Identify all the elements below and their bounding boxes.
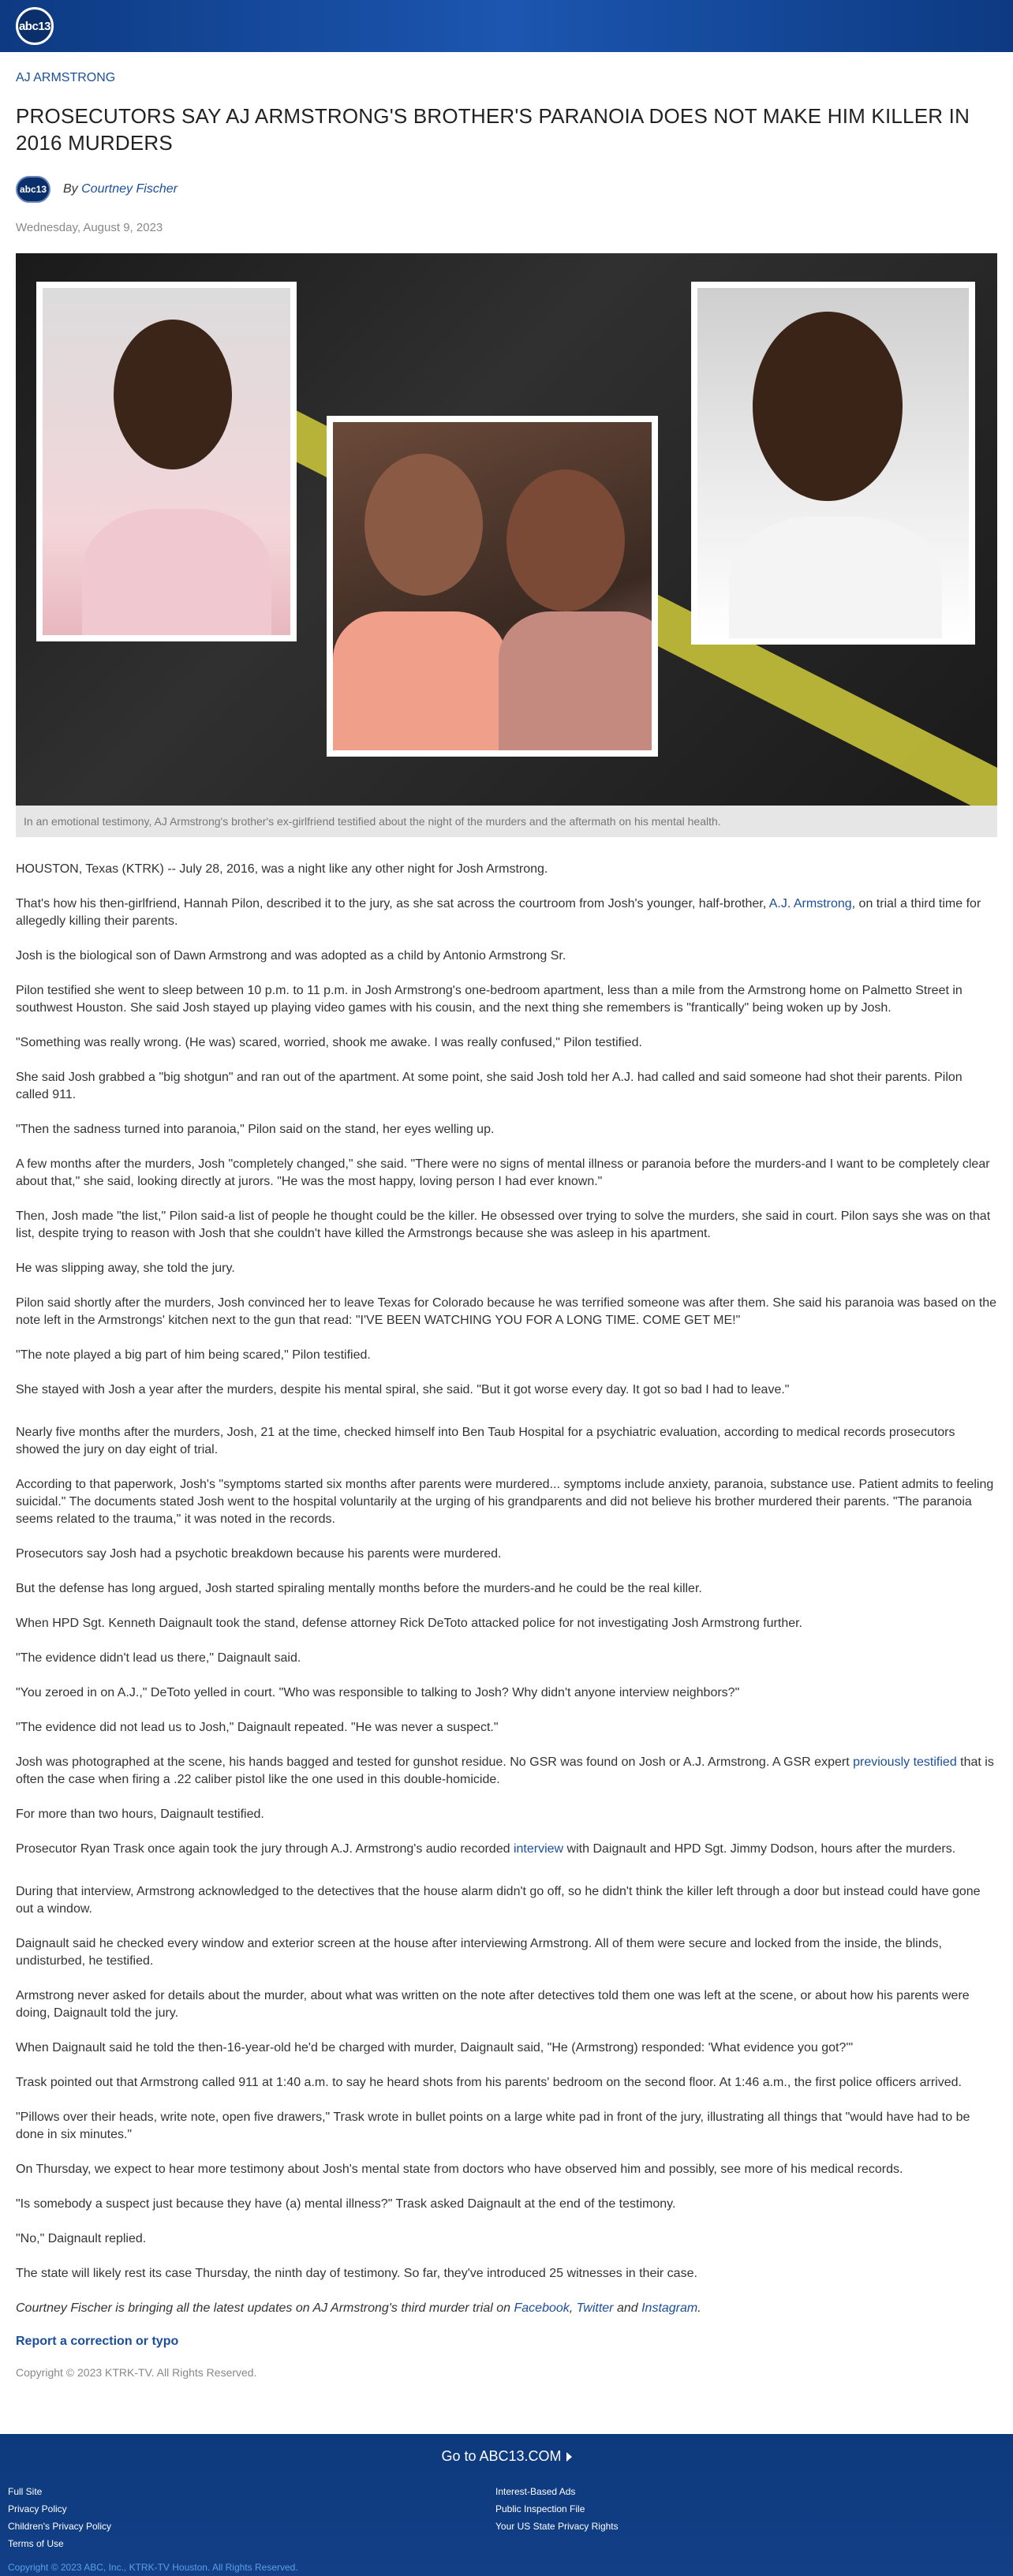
photo-josh bbox=[36, 282, 297, 641]
footer-link-interest-ads[interactable]: Interest-Based Ads bbox=[495, 2486, 576, 2497]
paragraph: "No," Daignault replied. bbox=[16, 2232, 147, 2245]
paragraph: Prosecutors say Josh had a psychotic breakdown because his parents were murdered. bbox=[16, 1547, 502, 1561]
paragraph: A few months after the murders, Josh "completely changed," she said. "There were no signs of mental illness or paranoia before the murders-and I want to be completely clear about that," she said, looking directly at jurors. "He was the most happy, loving person I had ever known." bbox=[16, 1157, 990, 1188]
paragraph: Daignault said he checked every window and exterior screen at the house after interviewing Armstrong. All of them were secure and locked from the inside, the blinds, undisturbed, he testified. bbox=[16, 1937, 942, 1968]
paragraph: That's how his then-girlfriend, Hannah Pilon, described it to the jury, as she sat across the courtroom from Josh's younger, half-brother, A.J. Armstrong, on trial a third time for allegedly killing their parents. bbox=[16, 897, 981, 928]
paragraph: He was slipping away, she told the jury. bbox=[16, 1262, 235, 1275]
paragraph: "The evidence didn't lead us there," Daignault said. bbox=[16, 1651, 301, 1665]
paragraph: She said Josh grabbed a "big shotgun" and ran out of the apartment. At some point, she said Josh told her A.J. had called and said someone had shot their parents. Pilon called 911. bbox=[16, 1071, 963, 1101]
lead-photo bbox=[16, 253, 997, 806]
interview-link[interactable]: interview bbox=[513, 1842, 564, 1856]
article-body bbox=[16, 861, 997, 2317]
footer-links-right bbox=[495, 2483, 619, 2535]
paragraph: Pilon said shortly after the murders, Josh convinced her to leave Texas for Colorado because he was terrified someone was after them. She said his paranoia was based on the note left in the Armstrongs' kitchen next to the gun that read: "I'VE BEEN WATCHING YOU FOR A LONG TIME. COME GET ME!" bbox=[16, 1296, 997, 1327]
footer-link-full-site[interactable]: Full Site bbox=[8, 2486, 43, 2497]
byline-logo: abc13 bbox=[16, 176, 50, 203]
paragraph: She stayed with Josh a year after the murders, despite his mental spiral, she said. "But it got worse every day. It got so bad I had to leave." bbox=[16, 1383, 790, 1396]
site-footer bbox=[0, 2434, 1013, 2576]
paragraph: "Then the sadness turned into paranoia," Pilon said on the stand, her eyes welling up. bbox=[16, 1123, 495, 1136]
paragraph: When HPD Sgt. Kenneth Daignault took the stand, defense attorney Rick DeToto attacked police for not investigating Josh Armstrong further. bbox=[16, 1617, 802, 1630]
paragraph: "Something was really wrong. (He was) scared, worried, shook me awake. I was really confused," Pilon testified. bbox=[16, 1036, 642, 1049]
publish-date: Wednesday, August 9, 2023 bbox=[16, 221, 163, 234]
paragraph: "You zeroed in on A.J.," DeToto yelled in court. "Who was responsible to talking to Josh? Why didn't anyone interview neighbors?" bbox=[16, 1686, 740, 1699]
paragraph: HOUSTON, Texas (KTRK) -- July 28, 2016, was a night like any other night for Josh Armstrong. bbox=[16, 862, 548, 876]
paragraph: According to that paperwork, Josh's "symptoms started six months after parents were murdered... symptoms include anxiety, paranoia, substance use. Patient admits to feeling suicidal." The documents stated Josh went to the hospital voluntarily at the urging of his grandparents and did not believe his brother murdered their parents. "The paranoia seems related to the trauma," it was noted in the records. bbox=[16, 1478, 994, 1526]
photo-parents bbox=[327, 416, 658, 757]
paragraph: During that interview, Armstrong acknowledged to the detectives that the house alarm didn't go off, so he didn't think the killer left through a door but instead could have gone out a window. bbox=[16, 1885, 981, 1916]
paragraph: Nearly five months after the murders, Josh, 21 at the time, checked himself into Ben Taub Hospital for a psychiatric evaluation, according to medical records prosecutors showed the jury on day eight of trial. bbox=[16, 1426, 955, 1456]
byline bbox=[16, 174, 997, 205]
paragraph: Armstrong never asked for details about the murder, about what was written on the note after detectives told them one was left at the scene, or about how his parents were doing, Daignault told the jury. bbox=[16, 1989, 970, 2020]
instagram-link[interactable]: Instagram bbox=[641, 2301, 698, 2315]
headline: PROSECUTORS SAY AJ ARMSTRONG'S BROTHER'S PARANOIA DOES NOT MAKE HIM KILLER IN 2016 MURDERS bbox=[16, 104, 970, 155]
main-content bbox=[0, 71, 1013, 2379]
report-correction-link[interactable]: Report a correction or typo bbox=[16, 2335, 179, 2348]
byline-text bbox=[63, 182, 178, 196]
paragraph: Josh is the biological son of Dawn Armstrong and was adopted as a child by Antonio Armstrong Sr. bbox=[16, 949, 566, 963]
paragraph: "The evidence did not lead us to Josh," Daignault repeated. "He was never a suspect." bbox=[16, 1721, 499, 1734]
footer-link-public-file[interactable]: Public Inspection File bbox=[495, 2503, 585, 2514]
paragraph: Then, Josh made "the list," Pilon said-a list of people he thought could be the killer. He obsessed over trying to solve the murders, she said in court. Pilon says she was on that list, despite trying to reason with Josh that she couldn't have killed the Armstrongs because she was asleep in his apartment. bbox=[16, 1209, 991, 1240]
paragraph: "Is somebody a suspect just because they have (a) mental illness?" Trask asked Daignault at the end of the testimony. bbox=[16, 2197, 676, 2211]
facebook-link[interactable]: Facebook bbox=[514, 2301, 570, 2315]
abc13-logo[interactable]: abc13 bbox=[16, 7, 54, 45]
arrow-right-icon bbox=[566, 2452, 572, 2462]
footer-copyright: Copyright © 2023 ABC, Inc., KTRK-TV Houston. All Rights Reserved. bbox=[8, 2562, 298, 2573]
site-header bbox=[0, 0, 1013, 52]
paragraph: Trask pointed out that Armstrong called 911 at 1:40 a.m. to say he heard shots from his parents' bedroom on the second floor. At 1:46 a.m., the first police officers arrived. bbox=[16, 2076, 962, 2089]
paragraph: For more than two hours, Daignault testified. bbox=[16, 1808, 264, 1821]
paragraph: "The note played a big part of him being scared," Pilon testified. bbox=[16, 1348, 371, 1362]
footer-links-left bbox=[8, 2483, 111, 2552]
paragraph: Courtney Fischer is bringing all the latest updates on AJ Armstrong's third murder trial on Facebook, Twitter and Instagram. bbox=[16, 2301, 701, 2315]
footer-link-terms[interactable]: Terms of Use bbox=[8, 2538, 64, 2549]
photo-aj bbox=[691, 282, 975, 645]
paragraph: But the defense has long argued, Josh started spiraling mentally months before the murders-and he could be the real killer. bbox=[16, 1582, 702, 1595]
previously-testified-link[interactable]: previously testified bbox=[853, 1755, 957, 1769]
footer-link-childrens-privacy[interactable]: Children's Privacy Policy bbox=[8, 2521, 111, 2532]
paragraph: When Daignault said he told the then-16-year-old he'd be charged with murder, Daignault said, "He (Armstrong) responded: 'What evidence you got?'" bbox=[16, 2041, 854, 2054]
twitter-link[interactable]: Twitter bbox=[576, 2301, 614, 2315]
section-link[interactable]: AJ ARMSTRONG bbox=[16, 71, 116, 84]
paragraph: Josh was photographed at the scene, his hands bagged and tested for gunshot residue. No GSR was found on Josh or A.J. Armstrong. A GSR expert previously testified that is often the case when firing a .22 caliber pistol like the one used in this double-homicide. bbox=[16, 1755, 994, 1786]
paragraph: Pilon testified she went to sleep between 10 p.m. to 11 p.m. in Josh Armstrong's one-bedroom apartment, less than a mile from the Armstrong home on Palmetto Street in southwest Houston. She said Josh stayed up playing video games with his cousin, and the next thing she remembers is "frantically" being woken up by Josh. bbox=[16, 984, 963, 1015]
article-copyright: Copyright © 2023 KTRK-TV. All Rights Reserved. bbox=[16, 2366, 257, 2379]
footer-link-privacy-policy[interactable]: Privacy Policy bbox=[8, 2503, 67, 2514]
paragraph: "Pillows over their heads, write note, open five drawers," Trask wrote in bullet points on a large white pad in front of the jury, illustrating all things that "would have had to be done in six minutes." bbox=[16, 2111, 970, 2141]
goto-abc13-link[interactable]: Go to ABC13.COM bbox=[0, 2448, 1013, 2465]
paragraph: Prosecutor Ryan Trask once again took the jury through A.J. Armstrong's audio recorded interview with Daignault and HPD Sgt. Jimmy Dodson, hours after the murders. bbox=[16, 1842, 956, 1856]
paragraph: On Thursday, we expect to hear more testimony about Josh's mental state from doctors who have observed him and possibly, see more of his medical records. bbox=[16, 2163, 903, 2176]
aj-armstrong-link[interactable]: A.J. Armstrong bbox=[768, 897, 852, 910]
byline-prefix: By bbox=[63, 182, 78, 196]
photo-caption: In an emotional testimony, AJ Armstrong's brother's ex-girlfriend testified about the night of the murders and the aftermath on his mental health. bbox=[16, 806, 997, 837]
author-link[interactable]: Courtney Fischer bbox=[81, 182, 178, 196]
footer-link-state-privacy[interactable]: Your US State Privacy Rights bbox=[495, 2521, 619, 2532]
paragraph: The state will likely rest its case Thursday, the ninth day of testimony. So far, they've introduced 25 witnesses in their case. bbox=[16, 2267, 697, 2280]
